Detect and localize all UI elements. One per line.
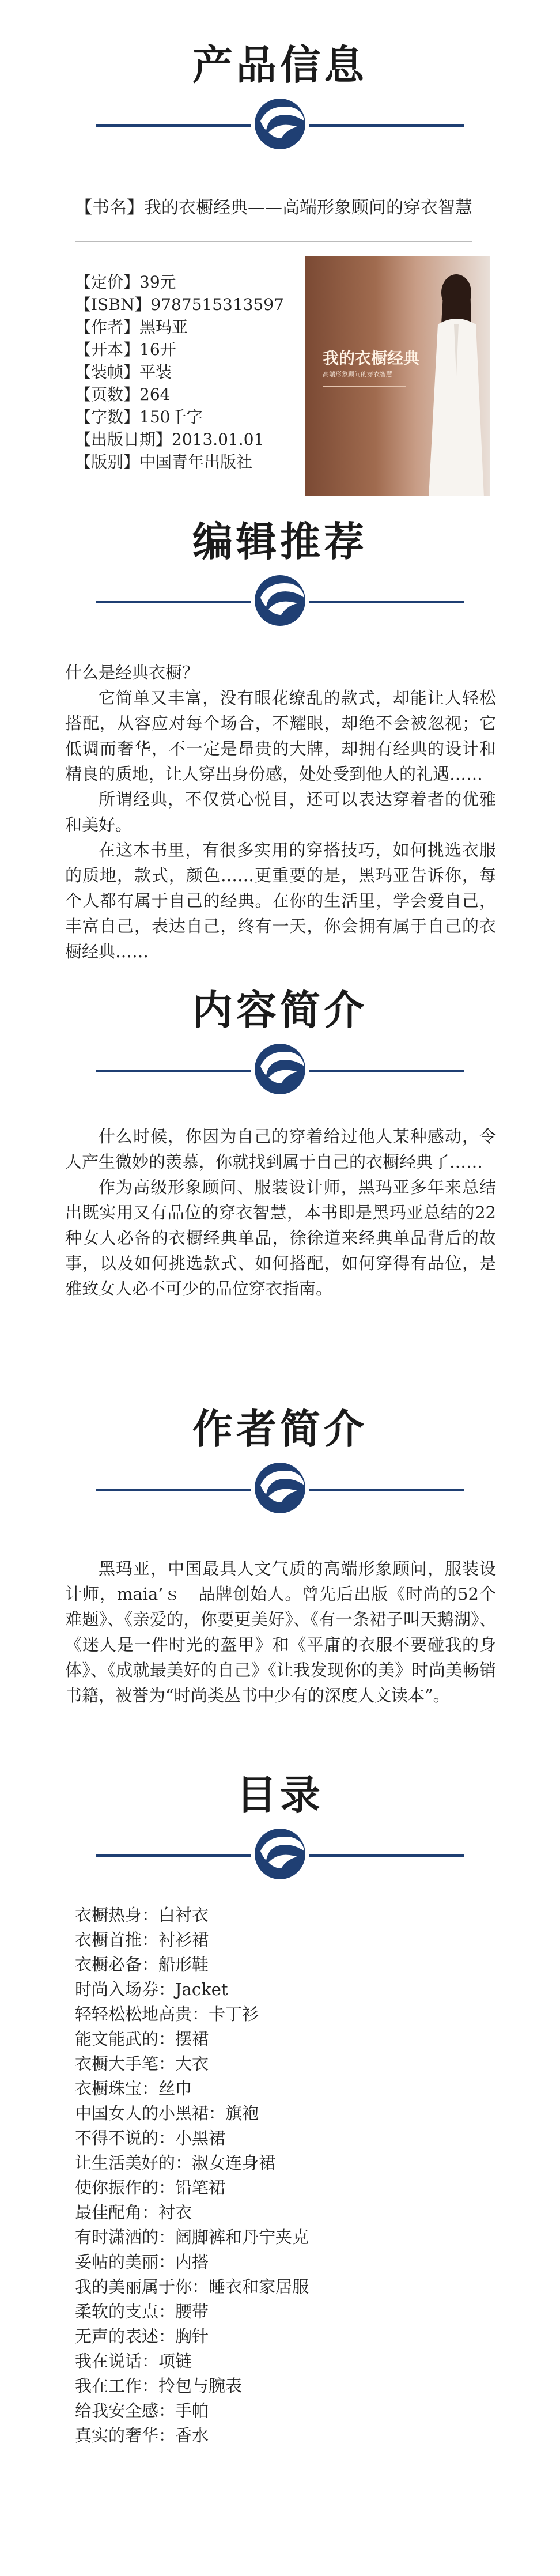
toc-item: 衣橱首推：衬衫裙 [75,1930,209,1950]
info-author: 【作者】黑玛亚 [75,318,188,337]
toc-item: 能文能武的：摆裙 [75,2029,209,2049]
info-binding: 【装帧】平装 [75,362,172,382]
info-price: 【定价】39元 [75,273,176,292]
section-author-header [0,1405,560,1514]
toc-item: 轻轻松松地高贵：卡丁衫 [75,2004,259,2024]
author-bio-text [65,1556,496,1708]
content-para: 作为高级形象顾问、服装设计师，黑玛亚多年来总结出既实用又有品位的穿衣智慧，本书即是黑玛亚总结的22种女人必备的衣橱经典单品，徐徐道来经典单品背后的故事，以及如何挑选款式、如何搭配，如何穿得有品位，是雅致女人必不可少的品位穿衣指南。 [65,1177,496,1298]
toc-item: 我在工作：拎包与腕表 [75,2376,243,2396]
section-title-toc: 目录 [236,1771,324,1819]
editor-para: 什么是经典衣橱？ [65,663,199,682]
section-content-header [0,986,560,1095]
toc-item: 最佳配角：衬衣 [75,2203,192,2222]
cover-woman-figure [421,261,490,496]
toc-item: 时尚入场券：Jacket [75,1980,228,1999]
editor-para: 在这本书里，有很多实用的穿搭技巧，如何挑选衣服的质地，款式，颜色……更重要的是，黑玛亚告诉你，每个人都有属于自己的经典。在你的生活里，学会爱自己，丰富自己，表达自己，终有一天，你会拥有属于自己的衣橱经典…… [65,840,496,961]
ornament-divider [96,1043,464,1095]
info-pages: 【页数】264 [75,385,171,404]
section-toc-header [0,1771,560,1880]
ornament-divider [96,98,464,150]
info-publisher: 【版别】中国青年出版社 [75,452,253,471]
section-title-content: 内容简介 [192,986,368,1034]
toc-item: 不得不说的：小黑裙 [75,2128,226,2148]
editor-para: 它简单又丰富，没有眼花缭乱的款式，却能让人轻松搭配，从容应对每个场合，不耀眼，却绝不会被忽视；它低调而奢华，不一定是昂贵的大牌，却拥有经典的设计和精良的质地，让人穿出身份感，处处受到他人的礼遇…… [65,688,496,784]
toc-item: 衣橱珠宝：丝巾 [75,2079,192,2098]
ornament-divider [96,575,464,626]
author-para: 黑玛亚，中国最具人文气质的高端形象顾问，服装设计师，maia’ｓ 品牌创始人。曾先后出版《时尚的52个难题》、《亲爱的，你要更美好》、《有一条裙子叫天鹅湖》、《迷人是一件时光的盔甲》和《平庸的衣服不要碰我的身体》、《成就最美好的自己》《让我发现你的美》时尚美畅销书籍，被誉为“时尚类丛书中少有的深度人文读本”。 [65,1559,496,1705]
table-of-contents [75,1903,478,2448]
cover-title: 我的衣橱经典 [323,349,420,368]
book-title-line [75,193,472,242]
toc-item: 衣橱大手笔：大衣 [75,2054,209,2073]
toc-item: 我在说话：项链 [75,2351,192,2371]
editor-recommendation-text [65,660,496,964]
cover-subtitle: 高端形象顾问的穿衣智慧 [323,371,392,378]
section-title-author: 作者简介 [192,1405,368,1453]
book-title-text: 【书名】我的衣橱经典——高端形象顾问的穿衣智慧 [75,198,472,218]
section-title-editor: 编辑推荐 [192,518,368,565]
divider-rule [75,241,472,242]
editor-para: 所谓经典，不仅赏心悦目，还可以表达穿着者的优雅和美好。 [65,790,496,834]
toc-item: 真实的奢华：香水 [75,2426,209,2445]
toc-item: 妥帖的美丽：内搭 [75,2252,209,2272]
product-info-list [75,271,294,473]
content-para: 什么时候，你因为自己的穿着给过他人某种感动，令人产生微妙的羡慕，你就找到属于自己的衣橱经典了…… [65,1127,496,1172]
toc-item: 柔软的支点：腰带 [75,2302,209,2321]
book-cover-image [305,256,490,496]
toc-item: 无声的表述：胸针 [75,2326,209,2346]
info-format: 【开本】16开 [75,340,176,359]
toc-item: 让生活美好的：淑女连身裙 [75,2153,276,2173]
cover-text-box [323,386,406,426]
section-product-header [0,41,560,150]
ornament-divider [96,1828,464,1880]
toc-item: 使你振作的：铅笔裙 [75,2178,226,2197]
toc-item: 给我安全感：手帕 [75,2401,209,2420]
toc-item: 我的美丽属于你：睡衣和家居服 [75,2277,309,2297]
info-words: 【字数】150千字 [75,407,203,426]
toc-item: 中国女人的小黑裙：旗袍 [75,2103,259,2123]
info-isbn: 【ISBN】9787515313597 [75,295,284,314]
content-summary-text [65,1124,496,1301]
section-title-product: 产品信息 [192,41,368,89]
toc-item: 有时潇洒的：阔脚裤和丹宁夹克 [75,2227,309,2247]
section-editor-header [0,518,560,626]
toc-item: 衣橱热身：白衬衣 [75,1905,209,1925]
toc-item: 衣橱必备：船形鞋 [75,1955,209,1974]
ornament-divider [96,1462,464,1514]
info-date: 【出版日期】2013.01.01 [75,430,264,449]
